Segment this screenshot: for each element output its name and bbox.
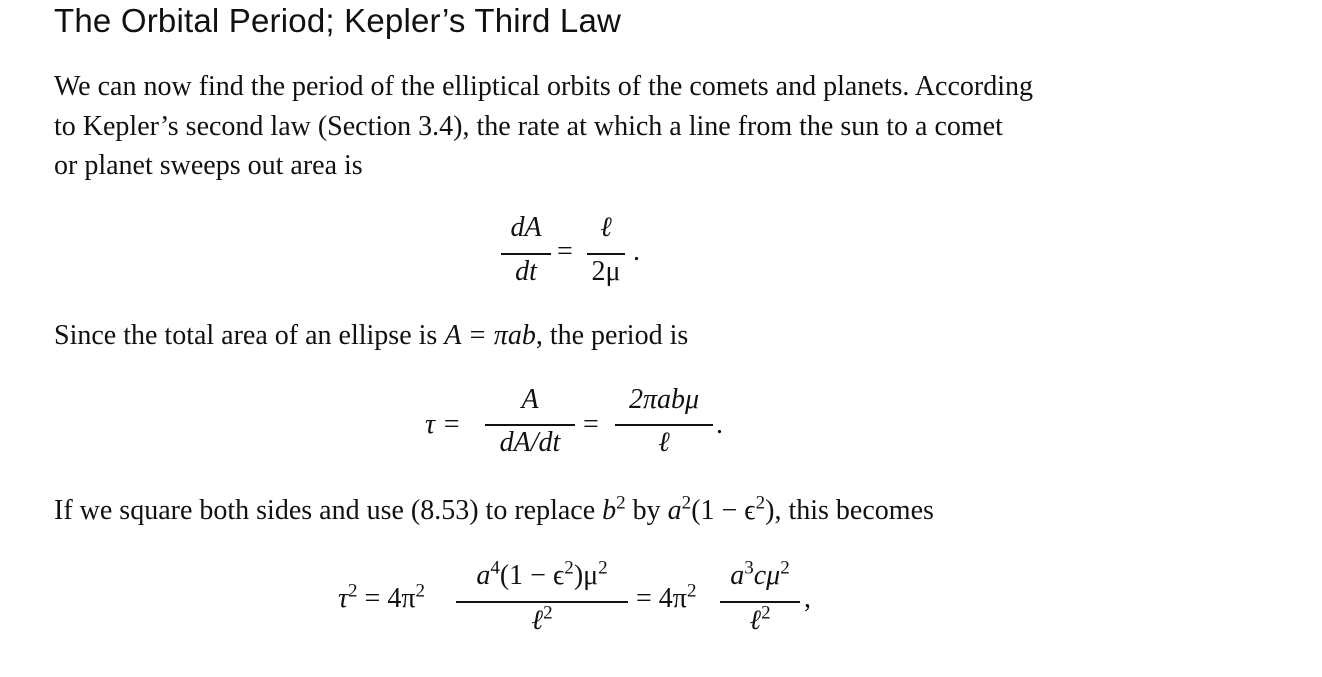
- square-text-before: If we square both sides and use (8.53) to replace: [54, 495, 603, 526]
- period-lhs: τ =: [425, 409, 461, 440]
- period-squared-fraction-2-denominator: ℓ$^2$: [749, 602, 771, 636]
- square-paragraph: [54, 491, 934, 531]
- angular-momentum-numerator: ℓ: [600, 212, 612, 243]
- fraction-bar: [501, 253, 551, 255]
- section-title: The Orbital Period; Kepler’s Third Law: [54, 2, 622, 39]
- period-fraction-1-denominator: dA/dt: [499, 427, 561, 458]
- intro-line-2: to Kepler’s second law (Section 3.4), the rate at which a line from the sun to a comet: [54, 110, 1003, 142]
- area-rate-denominator: dt: [515, 256, 537, 287]
- period-squared-lhs: $\tau^2 = 4\pi^2$: [338, 580, 425, 614]
- area-rate-fraction: [501, 208, 551, 298]
- period-squared-fraction-2: [720, 557, 800, 655]
- equals-sign: =: [583, 409, 599, 440]
- fraction-bar: [720, 601, 800, 603]
- fraction-bar: [456, 601, 628, 603]
- intro-line-1: We can now find the period of the elliptical orbits of the comets and planets. According: [54, 71, 1034, 102]
- equation-area-rate: [495, 208, 665, 298]
- period-punctuation: .: [633, 236, 640, 267]
- fraction-bar: [615, 424, 713, 426]
- equation-period: [425, 384, 735, 474]
- fraction-bar: [485, 424, 575, 426]
- comma-punctuation: ,: [804, 583, 811, 614]
- semi-minor-axis: b: [602, 495, 617, 526]
- eccentricity-exponent: 2: [755, 492, 766, 514]
- period-fraction-2-denominator: ℓ: [658, 427, 670, 458]
- period-fraction-2-numerator: 2πabμ: [628, 384, 700, 415]
- semi-minor-axis-exponent: 2: [616, 492, 626, 514]
- eccentricity-term: (1 − ϵ: [691, 495, 756, 526]
- period-fraction-2: [615, 384, 713, 474]
- square-text-by: by: [625, 495, 668, 526]
- intro-line-3: or planet sweeps out area is: [54, 150, 363, 181]
- period-punctuation: .: [716, 409, 723, 440]
- fraction-bar: [587, 253, 625, 255]
- ellipse-area-math: A = πab: [444, 320, 536, 351]
- period-squared-fraction-1-numerator: $a^4(1 - \epsilon^2)\mu^2$: [476, 557, 608, 591]
- period-fraction-1-numerator: A: [521, 384, 539, 415]
- area-rate-numerator: dA: [510, 212, 542, 243]
- equation-period-squared: [338, 557, 818, 655]
- equals-sign: =: [557, 236, 573, 267]
- ellipse-area-paragraph: [54, 316, 688, 356]
- ellipse-text-after: , the period is: [535, 320, 689, 351]
- semi-major-axis-exponent: 2: [681, 492, 692, 514]
- period-squared-fraction-1: [456, 557, 628, 655]
- period-squared-fraction-1-denominator: ℓ$^2$: [531, 602, 553, 636]
- ellipse-text-before: Since the total area of an ellipse is: [54, 320, 445, 351]
- period-squared-middle: = $4\pi^2$: [636, 580, 697, 614]
- angular-momentum-fraction: [587, 208, 625, 298]
- semi-major-axis: a: [667, 495, 682, 526]
- period-squared-fraction-2-numerator: $a^3c\mu^2$: [730, 557, 790, 591]
- period-fraction-1: [485, 384, 575, 474]
- angular-momentum-denominator: 2μ: [591, 256, 621, 287]
- intro-paragraph: [54, 67, 1154, 186]
- square-text-after: ), this becomes: [765, 495, 934, 526]
